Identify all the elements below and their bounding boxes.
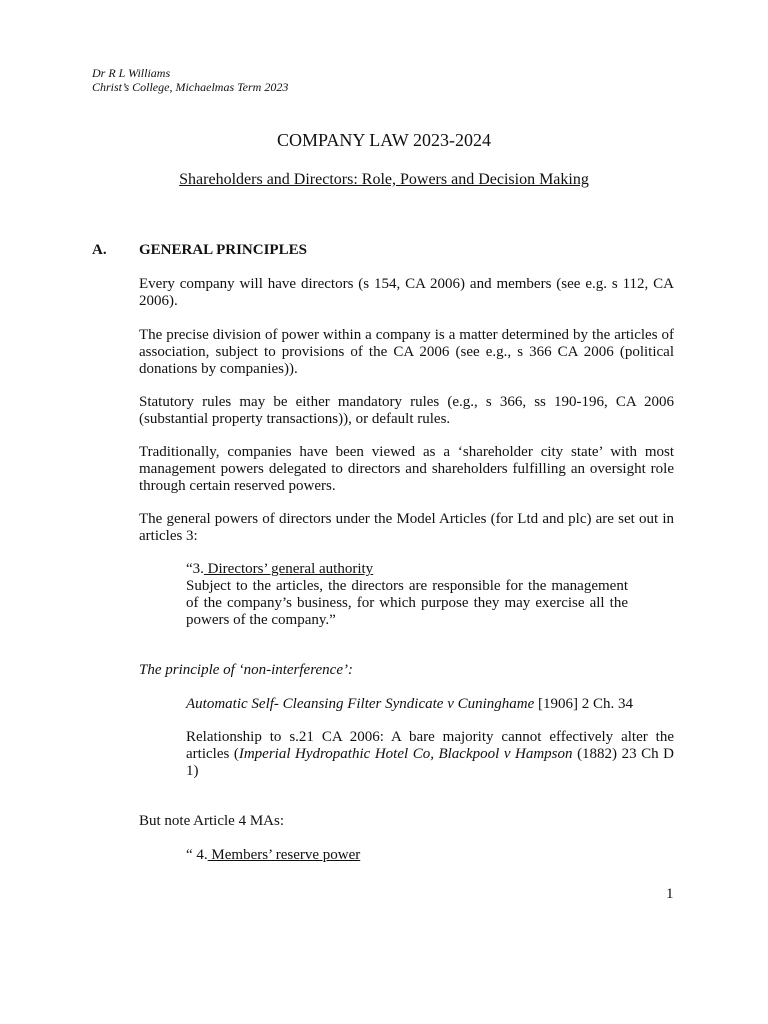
- page-number: 1: [666, 886, 674, 902]
- header-author: Dr R L Williams: [92, 66, 171, 80]
- quote-article-3: [186, 561, 628, 629]
- principle-heading: The principle of ‘non-interference’:: [139, 662, 353, 678]
- paragraph-4: Traditionally, companies have been viewed as a ‘shareholder city state’ with most management powers delegated to directors and shareholders fulfilling an oversight role through certain reserved powers.: [139, 444, 674, 494]
- document-subtitle: Shareholders and Directors: Role, Powers and Decision Making: [179, 171, 589, 188]
- paragraph-1: Every company will have directors (s 154, CA 2006) and members (see e.g. s 112, CA 2006).: [139, 276, 674, 309]
- header-college: Christ’s College, Michaelmas Term 2023: [92, 80, 289, 94]
- case-citation-1: Automatic Self- Cleansing Filter Syndicate v Cuninghame [1906] 2 Ch. 34: [186, 696, 634, 712]
- paragraph-3: Statutory rules may be either mandatory rules (e.g., s 366, ss 190-196, CA 2006 (substantial property transactions)), or default rules.: [139, 394, 674, 427]
- note-article-4: But note Article 4 MAs:: [139, 813, 284, 829]
- quote-article-3-heading: “3. Directors’ general authority: [186, 561, 374, 577]
- section-title: GENERAL PRINCIPLES: [139, 242, 307, 258]
- relationship-paragraph: Relationship to s.21 CA 2006: A bare majority cannot effectively alter the articles (Imperial Hydropathic Hotel Co, Blackpool v Hampson (1882) 23 Ch D 1): [186, 729, 674, 779]
- section-letter: A.: [92, 242, 107, 258]
- document-title: COMPANY LAW 2023-2024: [277, 130, 491, 150]
- quote-article-4-heading: “ 4. Members’ reserve power: [186, 847, 361, 863]
- paragraph-2: The precise division of power within a company is a matter determined by the articles of association, subject to provisions of the CA 2006 (see e.g., s 366 CA 2006 (political donations by companies)).: [139, 327, 674, 377]
- quote-article-3-body: Subject to the articles, the directors are responsible for the management of the company’s business, for which purpose they may exercise all the powers of the company.”: [186, 578, 628, 628]
- paragraph-5: The general powers of directors under the Model Articles (for Ltd and plc) are set out in articles 3:: [139, 511, 674, 544]
